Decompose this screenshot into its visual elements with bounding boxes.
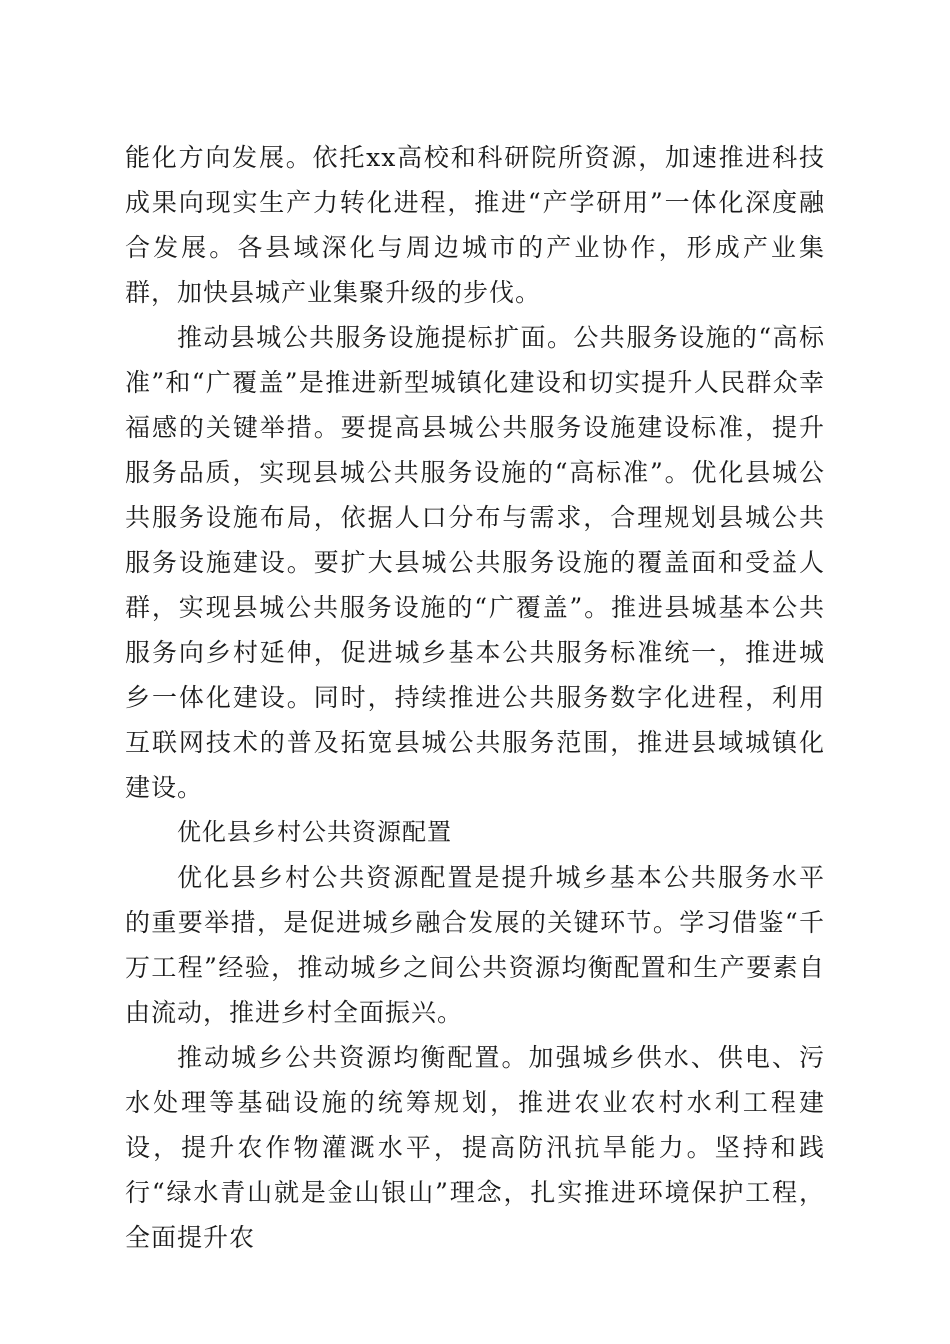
paragraph-continuation: 能化方向发展。依托xx高校和科研院所资源，加速推进科技成果向现实生产力转化进程，推进“产学研用”一体化深度融合发展。各县域深化与周边城市的产业协作，形成产业集群，加快县城产业集聚升级的步伐。 bbox=[125, 143, 825, 307]
document-body bbox=[125, 135, 825, 1260]
paragraph-public-services: 推动县城公共服务设施提标扩面。公共服务设施的“高标准”和“广覆盖”是推进新型城镇化建设和切实提升人民群众幸福感的关键举措。要提高县城公共服务设施建设标准，提升服务品质，实现县城公共服务设施的“高标准”。优化县城公共服务设施布局，依据人口分布与需求，合理规划县城公共服务设施建设。要扩大县城公共服务设施的覆盖面和受益人群，实现县城公共服务设施的“广覆盖”。推进县城基本公共服务向乡村延伸，促进城乡基本公共服务标准统一，推进城乡一体化建设。同时，持续推进公共服务数字化进程，利用互联网技术的普及拓宽县城公共服务范围，推进县域城镇化建设。 bbox=[125, 323, 825, 802]
paragraph-resource-allocation: 优化县乡村公共资源配置是提升城乡基本公共服务水平的重要举措，是促进城乡融合发展的关键环节。学习借鉴“千万工程”经验，推动城乡之间公共资源均衡配置和生产要素自由流动，推进乡村全面振兴。 bbox=[125, 863, 825, 1027]
paragraph-balanced-allocation: 推动城乡公共资源均衡配置。加强城乡供水、供电、污水处理等基础设施的统筹规划，推进农业农村水利工程建设，提升农作物灌溉水平，提高防汛抗旱能力。坚持和践行“绿水青山就是金山银山”理念，扎实推进环境保护工程，全面提升农 bbox=[125, 1043, 825, 1252]
section-heading: 优化县乡村公共资源配置 bbox=[177, 818, 452, 846]
